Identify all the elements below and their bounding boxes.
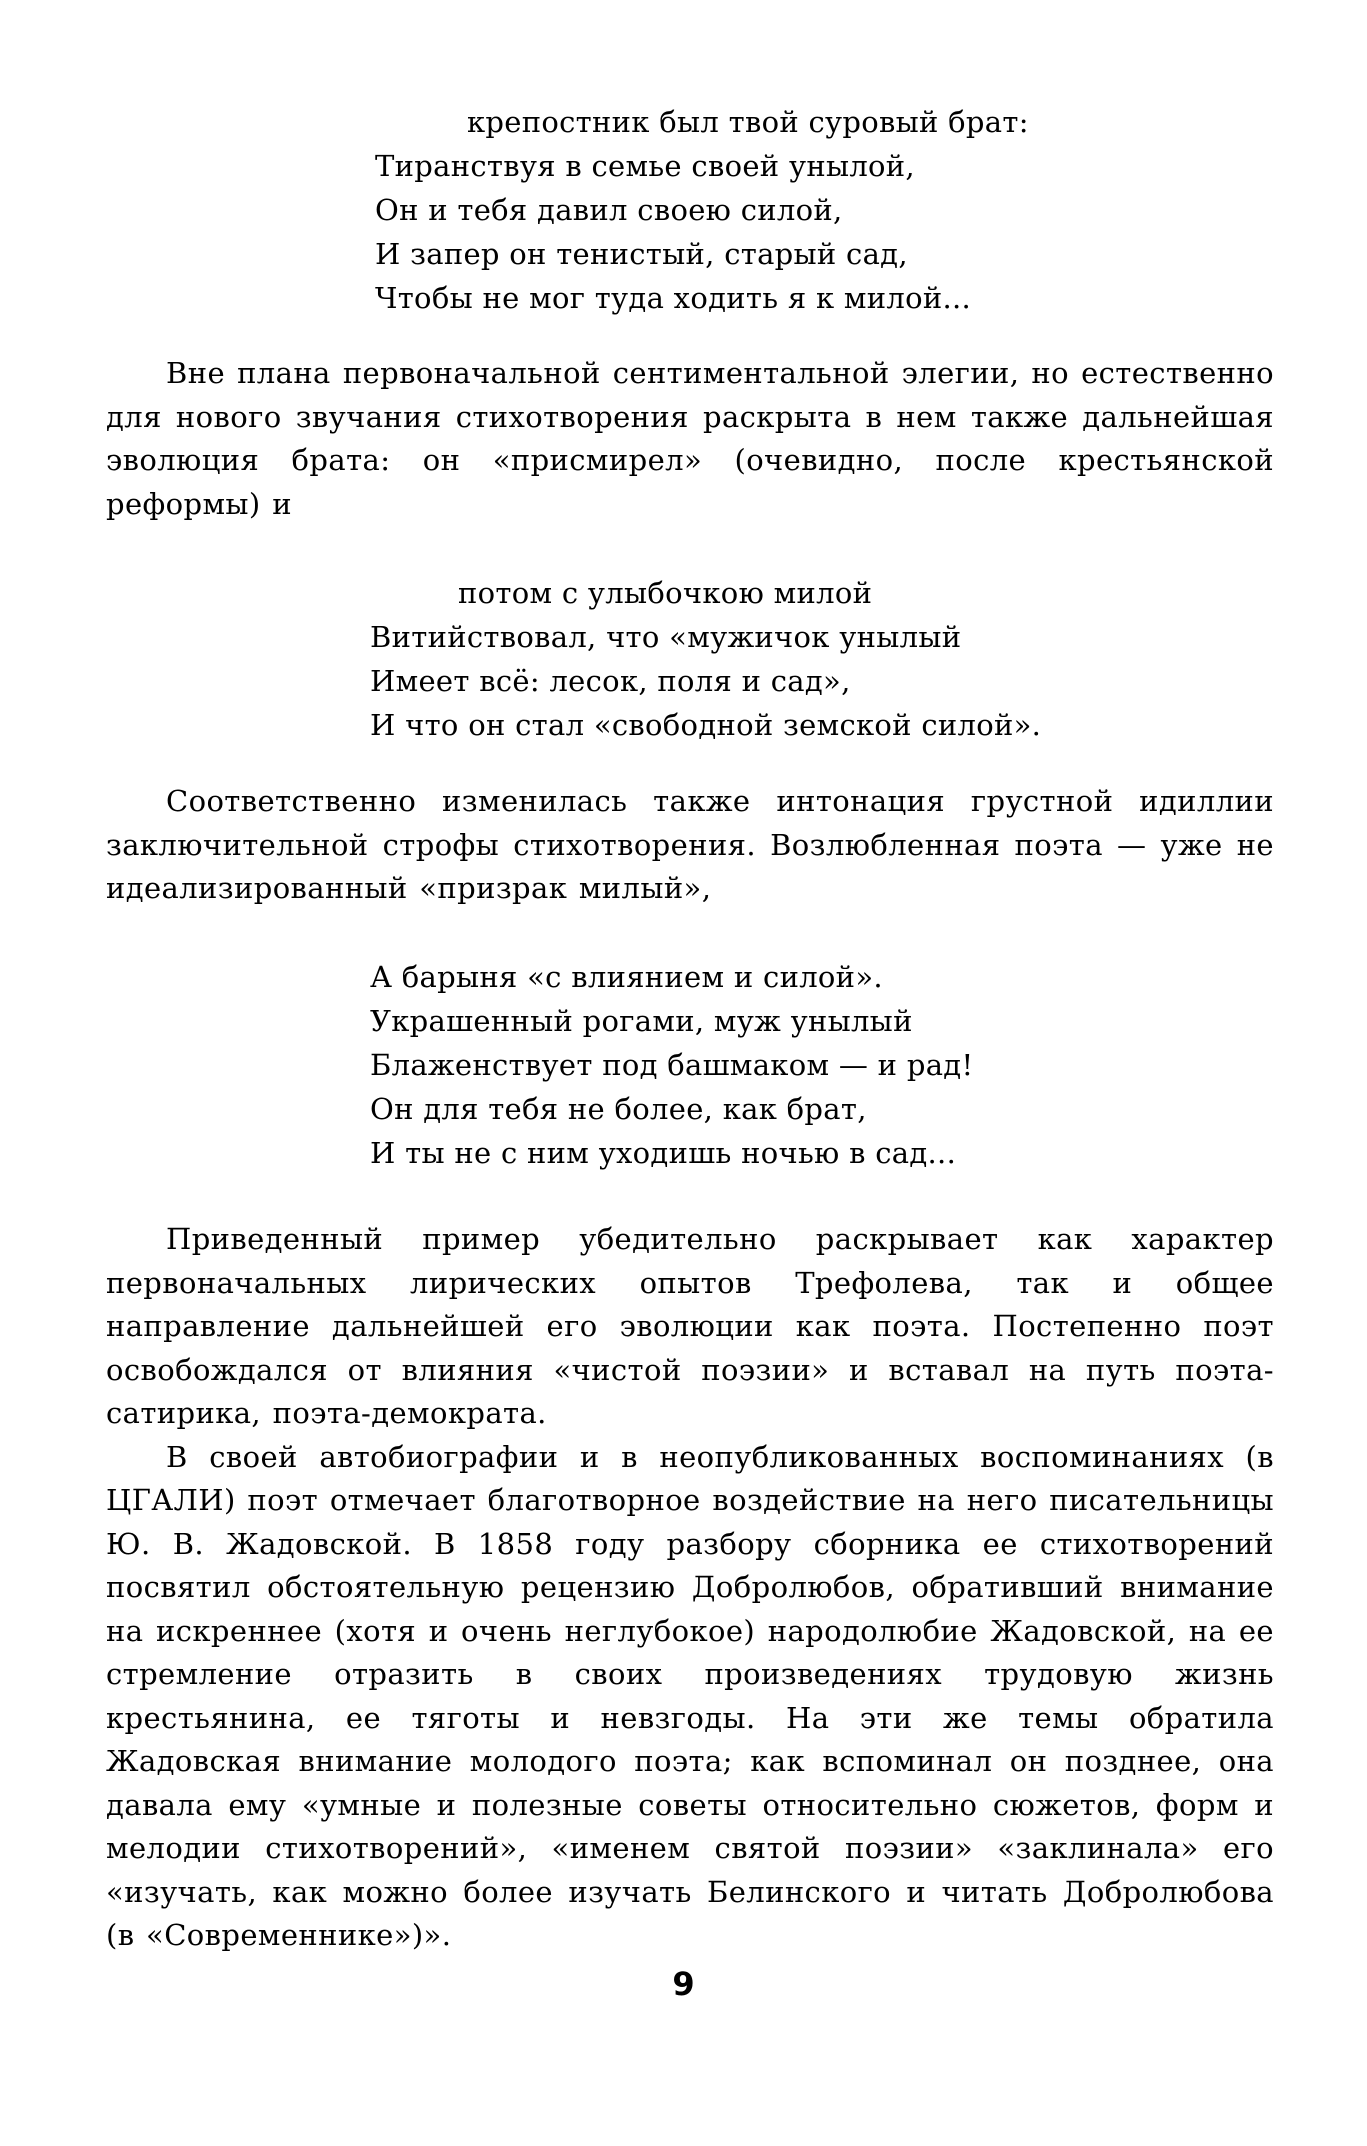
poem-line: потом с улыбочкою милой [458,576,873,610]
paragraph-block-3 [106,1218,1274,1958]
paragraph: В своей автобиографии и в неопубликованных воспоминаниях (в ЦГАЛИ) поэт отмечает благотворное воздействие на него писательницы Ю. В. Жадовской. В 1858 году разбору сборника ее стихотворений посвятил обстоятельную рецензию Добролюбов, обративший внимание на искреннее (хотя и очень неглубокое) народолюбие Жадовской, на ее стремление отразить в своих произведениях трудовую жизнь крестьянина, ее тяготы и невзгоды. На эти же темы обратила Жадовская внимание молодого поэта; как вспоминал он позднее, она давала ему «умные и полезные советы относительно сюжетов, форм и мелодии стихотворений», «именем святой поэзии» «заклинала» его «изучать, как можно более изучать Белинского и читать Добролюбова (в «Современнике»)». [106,1439,1274,1952]
poem-line: Чтобы не мог туда ходить я к милой... [375,281,972,315]
poem-line: И ты не с ним уходишь ночью в сад... [370,1136,957,1170]
paragraph: Приведенный пример убедительно раскрывает как характер первоначальных лирических опытов Трефолева, так и общее направление дальнейшей его эволюции как поэта. Постепенно поэт освобождался от влияния «чистой поэзии» и вставал на путь поэта-сатирика, поэта-демократа. [106,1222,1274,1430]
poem-stanza-3 [370,955,973,1175]
poem-line: Имеет всё: лесок, поля и сад», [370,664,851,698]
poem-stanza-1 [375,100,1029,320]
poem-line: крепостник был твой суровый брат: [467,105,1029,139]
paragraph-block-2 [106,780,1274,911]
poem-line: Он для тебя не более, как брат, [370,1092,867,1126]
poem-line: Блаженствует под башмаком — и рад! [370,1048,974,1082]
poem-line: Украшенный рогами, муж унылый [370,1004,913,1038]
page-number: 9 [672,1965,695,2003]
poem-line: Он и тебя давил своею силой, [375,193,843,227]
paragraph-block-1 [106,352,1274,526]
poem-line: И запер он тенистый, старый сад, [375,237,908,271]
poem-line: А барыня «с влиянием и силой». [370,960,883,994]
paragraph: Вне плана первоначальной сентиментальной элегии, но естественно для нового звучания стихотворения раскрыта в нем также дальнейшая эволюция брата: он «присмирел» (очевидно, после крестьянской реформы) и [106,356,1274,521]
paragraph: Соответственно изменилась также интонация грустной идиллии заключительной строфы стихотворения. Возлюбленная поэта — уже не идеализированный «призрак милый», [106,784,1274,905]
poem-line: И что он стал «свободной земской силой». [370,708,1042,742]
poem-line: Тиранствуя в семье своей унылой, [375,149,915,183]
poem-stanza-2 [370,571,1041,747]
poem-line: Витийствовал, что «мужичок унылый [370,620,962,654]
